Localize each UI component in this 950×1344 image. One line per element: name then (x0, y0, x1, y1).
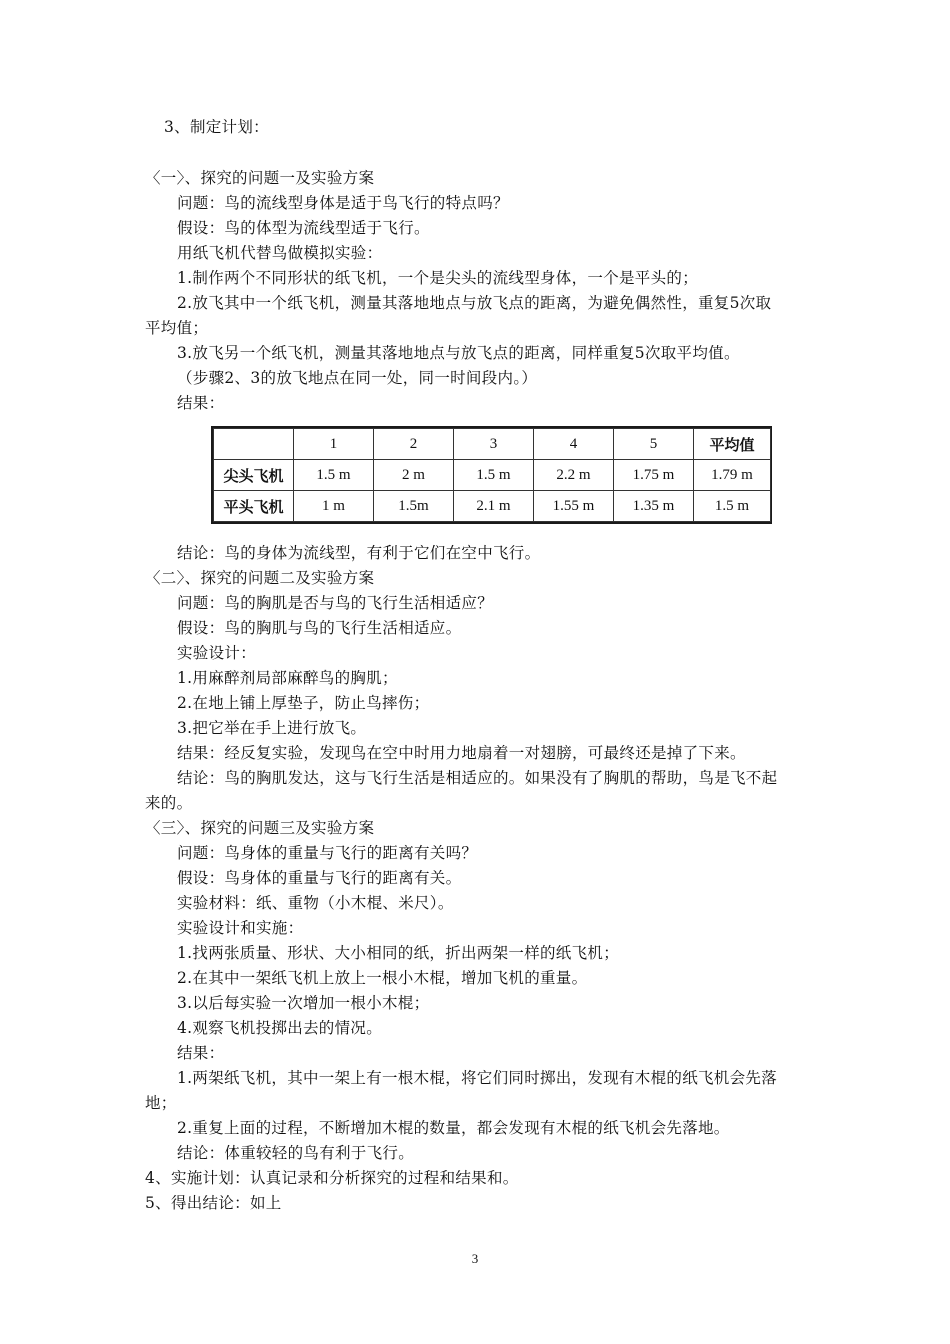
subsection-heading-3: 〈三〉、探究的问题三及实验方案 (145, 819, 375, 837)
step-note-1: （步骤2、3的放飞地点在同一处，同一时间段内。） (177, 369, 538, 387)
section-heading-plan: 3、制定计划： (164, 118, 269, 136)
table-cell: 1.5 m (454, 460, 534, 491)
table-row-label: 平头飞机 (214, 491, 294, 522)
result-3-1-cont: 地； (145, 1094, 177, 1112)
step-2-2: 2.在地上铺上厚垫子，防止鸟摔伤； (177, 694, 430, 712)
table-cell: 1.35 m (614, 491, 694, 522)
table-row (214, 491, 771, 522)
table-cell: 1.75 m (614, 460, 694, 491)
design-label-3: 实验设计和实施： (177, 919, 304, 937)
design-label-2: 实验设计： (177, 644, 257, 662)
step-3-4: 4.观察飞机投掷出去的情况。 (177, 1019, 382, 1037)
table-header-cell (214, 429, 294, 460)
result-label-3: 结果： (177, 1044, 225, 1062)
conclusion-3: 结论：体重较轻的鸟有利于飞行。 (177, 1144, 415, 1162)
results-table (211, 426, 772, 524)
table-cell: 2.2 m (534, 460, 614, 491)
step-1-1: 1.制作两个不同形状的纸飞机，一个是尖头的流线型身体，一个是平头的； (177, 269, 698, 287)
table-cell: 2.1 m (454, 491, 534, 522)
result-3-2: 2.重复上面的过程，不断增加木棍的数量，都会发现有木棍的纸飞机会先落地。 (177, 1119, 730, 1137)
step-3-1: 1.找两张质量、形状、大小相同的纸，折出两架一样的纸飞机； (177, 944, 619, 962)
table-cell: 2 m (374, 460, 454, 491)
table-row-label: 尖头飞机 (214, 460, 294, 491)
result-3-1: 1.两架纸飞机，其中一架上有一根木棍，将它们同时掷出，发现有木棍的纸飞机会先落 (177, 1069, 777, 1087)
table-header-cell: 1 (294, 429, 374, 460)
section-heading-conclude: 5、得出结论：如上 (145, 1194, 282, 1212)
materials-3: 实验材料：纸、重物（小木棍、米尺）。 (177, 894, 454, 912)
subsection-heading-1: 〈一〉、探究的问题一及实验方案 (145, 169, 375, 187)
question-3: 问题：鸟身体的重量与飞行的距离有关吗？ (177, 844, 478, 862)
result-label-1: 结果： (177, 394, 225, 412)
page-number: 3 (471, 1251, 479, 1266)
table-cell: 1.79 m (694, 460, 771, 491)
table-header-row (214, 429, 771, 460)
table-cell: 1.5 m (694, 491, 771, 522)
step-1-2: 2.放飞其中一个纸飞机，测量其落地地点与放飞点的距离，为避免偶然性，重复5次取 (177, 294, 772, 312)
step-3-3: 3.以后每实验一次增加一根小木棍； (177, 994, 430, 1012)
hypothesis-1: 假设：鸟的体型为流线型适于飞行。 (177, 219, 430, 237)
conclusion-2: 结论：鸟的胸肌发达，这与飞行生活是相适应的。如果没有了胸肌的帮助，鸟是飞不起 (177, 769, 778, 787)
table-cell: 1.55 m (534, 491, 614, 522)
conclusion-2-cont: 来的。 (145, 794, 193, 812)
table-cell: 1.5 m (294, 460, 374, 491)
table-header-cell: 5 (614, 429, 694, 460)
result-2: 结果：经反复实验，发现鸟在空中时用力地扇着一对翅膀，可最终还是掉了下来。 (177, 744, 746, 762)
question-2: 问题：鸟的胸肌是否与鸟的飞行生活相适应？ (177, 594, 494, 612)
step-1-3: 3.放飞另一个纸飞机，测量其落地地点与放飞点的距离，同样重复5次取平均值。 (177, 344, 740, 362)
table-cell: 1 m (294, 491, 374, 522)
step-3-2: 2.在其中一架纸飞机上放上一根小木棍，增加飞机的重量。 (177, 969, 588, 987)
conclusion-1: 结论：鸟的身体为流线型，有利于它们在空中飞行。 (177, 544, 541, 562)
table-cell: 1.5m (374, 491, 454, 522)
subsection-heading-2: 〈二〉、探究的问题二及实验方案 (145, 569, 375, 587)
question-1: 问题：鸟的流线型身体是适于鸟飞行的特点吗？ (177, 194, 509, 212)
section-heading-implement: 4、实施计划：认真记录和分析探究的过程和结果和。 (145, 1169, 519, 1187)
step-2-1: 1.用麻醉剂局部麻醉鸟的胸肌； (177, 669, 398, 687)
step-1-2-cont: 平均值； (145, 319, 209, 337)
table-header-cell: 2 (374, 429, 454, 460)
table-header-cell: 3 (454, 429, 534, 460)
hypothesis-2: 假设：鸟的胸肌与鸟的飞行生活相适应。 (177, 619, 462, 637)
method-intro-1: 用纸飞机代替鸟做模拟实验： (177, 244, 383, 262)
table-header-cell: 平均值 (694, 429, 771, 460)
hypothesis-3: 假设：鸟身体的重量与飞行的距离有关。 (177, 869, 462, 887)
table-header-cell: 4 (534, 429, 614, 460)
step-2-3: 3.把它举在手上进行放飞。 (177, 719, 367, 737)
table-row (214, 460, 771, 491)
